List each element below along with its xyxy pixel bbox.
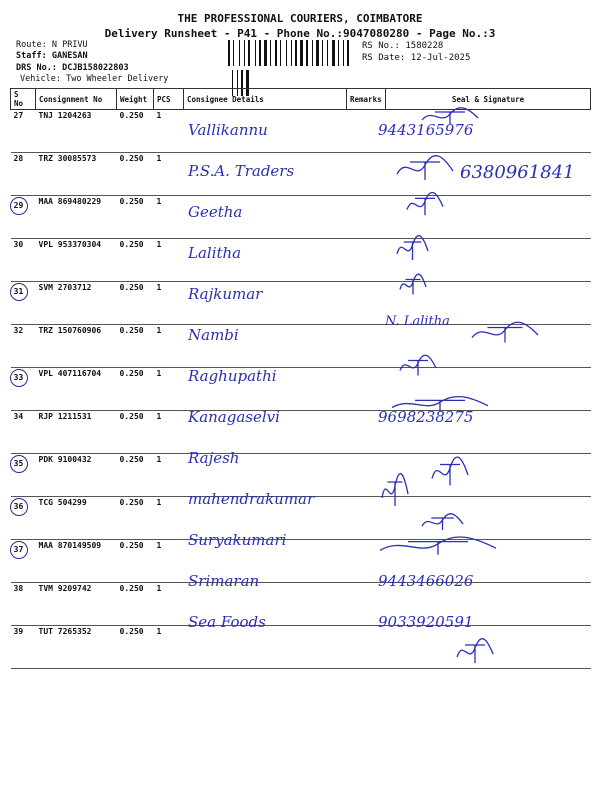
staff-label: Staff: [16,51,47,61]
remarks-cell [347,325,386,368]
serial-number: 28 [13,154,24,163]
drs-line [16,63,129,73]
consignment-cell [36,110,117,153]
remarks-cell [347,626,386,669]
weight-cell [117,153,154,196]
consignment-cell [36,454,117,497]
remarks-cell [347,368,386,411]
vehicle-value: Two Wheeler Delivery [66,74,169,84]
handwritten-consignee-name: Lalitha [188,244,242,262]
serial-number: 33 [10,369,28,387]
handwritten-signature-phone: 9033920591 [378,613,474,631]
table-row [11,540,591,583]
pcs-cell [154,196,184,239]
table-row [11,583,591,626]
signature-cell [386,497,591,540]
weight-value: 0.250 [119,240,144,249]
table-row [11,368,591,411]
weight-value: 0.250 [119,197,144,206]
consignment-cell [36,583,117,626]
signature-scribble [395,233,430,263]
consignment-cell [36,196,117,239]
pcs-cell [154,454,184,497]
handwritten-consignee-name: P.S.A. Traders [188,162,295,180]
drs-barcode [228,40,353,66]
handwritten-consignee-name: Sea Foods [188,613,266,631]
weight-value: 0.250 [119,412,144,421]
weight-value: 0.250 [119,627,144,636]
col-consignment: Consignment No [36,89,117,110]
cno-value: RJP 1211531 [38,412,92,421]
consignment-cell [36,325,117,368]
consignment-cell [36,239,117,282]
serial-number: 29 [10,197,28,215]
handwritten-consignee-name: Srimaran [188,572,260,590]
cno-value: TVM 9209742 [38,584,92,593]
weight-cell [117,411,154,454]
remarks-cell [347,282,386,325]
handwritten-consignee-name: Rajkumar [188,285,263,303]
pcs-value: 1 [156,326,162,335]
rs-date-label: RS Date: [362,53,406,63]
cno-value: TUT 7265352 [38,627,92,636]
handwritten-consignee-name: Kanagaselvi [188,408,280,426]
route-line [16,40,88,50]
signature-scribble [395,153,455,183]
runsheet-subtitle: Delivery Runsheet - P41 - Phone No.:9047080280 - Page No.:3 [104,27,496,40]
weight-cell [117,497,154,540]
pcs-cell [154,153,184,196]
vehicle-line [20,74,168,84]
col-pcs: PCS [154,89,184,110]
rs-no-line [362,41,443,51]
handwritten-signature-phone: 9443165976 [378,121,474,139]
weight-value: 0.250 [119,541,144,550]
sno-cell [11,196,36,239]
cno-value: MAA 870149509 [38,541,102,550]
weight-cell [117,239,154,282]
drs-value: DCJB158022803 [62,63,129,73]
table-row [11,239,591,282]
weight-value: 0.250 [119,283,144,292]
pcs-value: 1 [156,584,162,593]
pcs-cell [154,282,184,325]
cno-value: PDK 9100432 [38,455,92,464]
serial-number: 27 [13,111,24,120]
sno-cell [11,626,36,669]
pcs-value: 1 [156,455,162,464]
handwritten-consignee-name: mahendrakumar [188,490,315,508]
pcs-cell [154,540,184,583]
consignment-cell [36,540,117,583]
staff-value: GANESAN [51,51,88,61]
sno-cell [11,454,36,497]
sno-cell [11,583,36,626]
cno-value: TRZ 150760906 [38,326,102,335]
weight-value: 0.250 [119,326,144,335]
weight-cell [117,626,154,669]
pcs-value: 1 [156,541,162,550]
sno-cell [11,497,36,540]
serial-number: 36 [10,498,28,516]
pcs-value: 1 [156,240,162,249]
signature-scribble [420,512,465,532]
signature-scribble [378,535,498,557]
pcs-cell [154,368,184,411]
weight-cell [117,196,154,239]
signature-scribble [405,190,445,218]
serial-number: 30 [13,240,24,249]
cno-value: SVM 2703712 [38,283,92,292]
signature-cell [386,454,591,497]
sno-cell [11,540,36,583]
serial-number: 35 [10,455,28,473]
consignment-cell [36,282,117,325]
col-weight: Weight [117,89,154,110]
weight-cell [117,110,154,153]
pcs-value: 1 [156,498,162,507]
rs-date-line [362,53,470,63]
weight-cell [117,325,154,368]
consignment-cell [36,411,117,454]
pcs-cell [154,411,184,454]
cno-value: TCG 504299 [38,498,87,507]
cno-value: TRZ 30085573 [38,154,97,163]
weight-value: 0.250 [119,111,144,120]
pcs-value: 1 [156,111,162,120]
drs-label: DRS No.: [16,63,57,73]
sno-cell [11,239,36,282]
handwritten-signature-phone: 9443466026 [378,572,474,590]
pcs-value: 1 [156,283,162,292]
table-row [11,110,591,153]
company-title: THE PROFESSIONAL COURIERS, COIMBATORE [177,12,423,25]
handwritten-signature-phone: 6380961841 [460,162,575,183]
col-consignee: Consignee Details [184,89,347,110]
weight-cell [117,583,154,626]
pcs-cell [154,239,184,282]
serial-number: 38 [13,584,24,593]
serial-number: 39 [13,627,24,636]
pcs-cell [154,626,184,669]
col-sno: S No [11,89,36,110]
weight-cell [117,282,154,325]
pcs-cell [154,325,184,368]
sno-cell [11,325,36,368]
weight-value: 0.250 [119,498,144,507]
handwritten-consignee-name: Rajesh [188,449,240,467]
remarks-cell [347,239,386,282]
signature-scribble [455,636,495,666]
sno-cell [11,282,36,325]
sno-cell [11,153,36,196]
signature-scribble [470,320,540,345]
remarks-cell [347,196,386,239]
rs-no-label: RS No.: [362,41,400,51]
pcs-value: 1 [156,154,162,163]
signature-scribble [390,395,490,413]
rs-date-value: 12-Jul-2025 [410,53,471,63]
handwritten-signature-phone: N. Lalitha [385,314,450,329]
signature-scribble [380,470,410,510]
sno-cell [11,110,36,153]
signature-scribble [398,353,438,378]
signature-scribble [420,106,480,126]
weight-value: 0.250 [119,154,144,163]
consignment-cell [36,153,117,196]
table-header-row [11,89,591,110]
route-value: N PRIVU [51,40,88,50]
staff-line [16,51,88,61]
pcs-value: 1 [156,197,162,206]
serial-number: 37 [10,541,28,559]
pcs-cell [154,497,184,540]
table-row [11,626,591,669]
pcs-value: 1 [156,627,162,636]
serial-number: 34 [13,412,24,421]
rs-no-value: 1580228 [405,41,444,51]
cno-value: VPL 953370304 [38,240,102,249]
consignment-cell [36,368,117,411]
pcs-cell [154,583,184,626]
handwritten-consignee-name: Raghupathi [188,367,277,385]
signature-scribble [430,454,470,489]
handwritten-consignee-name: Nambi [188,326,239,344]
pcs-value: 1 [156,369,162,378]
consignment-cell [36,497,117,540]
weight-cell [117,454,154,497]
col-signature: Seal & Signature [386,89,591,110]
weight-value: 0.250 [119,369,144,378]
pcs-cell [154,110,184,153]
handwritten-signature-phone: 9698238275 [378,408,474,426]
col-remarks: Remarks [347,89,386,110]
serial-number: 31 [10,283,28,301]
handwritten-consignee-name: Suryakumari [188,531,287,549]
table-row [11,282,591,325]
consignee-cell [184,626,347,669]
cno-value: VPL 407116704 [38,369,102,378]
weight-cell [117,368,154,411]
vehicle-label: Vehicle: [20,74,61,84]
sno-cell [11,368,36,411]
sno-cell [11,411,36,454]
cno-value: TNJ 1204263 [38,111,92,120]
handwritten-consignee-name: Geetha [188,203,243,221]
route-label: Route: [16,40,47,50]
weight-cell [117,540,154,583]
cno-value: MAA 869480229 [38,197,102,206]
signature-scribble [398,272,428,297]
weight-value: 0.250 [119,455,144,464]
pcs-value: 1 [156,412,162,421]
serial-number: 32 [13,326,24,335]
weight-value: 0.250 [119,584,144,593]
table-row [11,411,591,454]
handwritten-consignee-name: Vallikannu [188,121,268,139]
table-row [11,196,591,239]
consignment-cell [36,626,117,669]
remarks-cell [347,153,386,196]
